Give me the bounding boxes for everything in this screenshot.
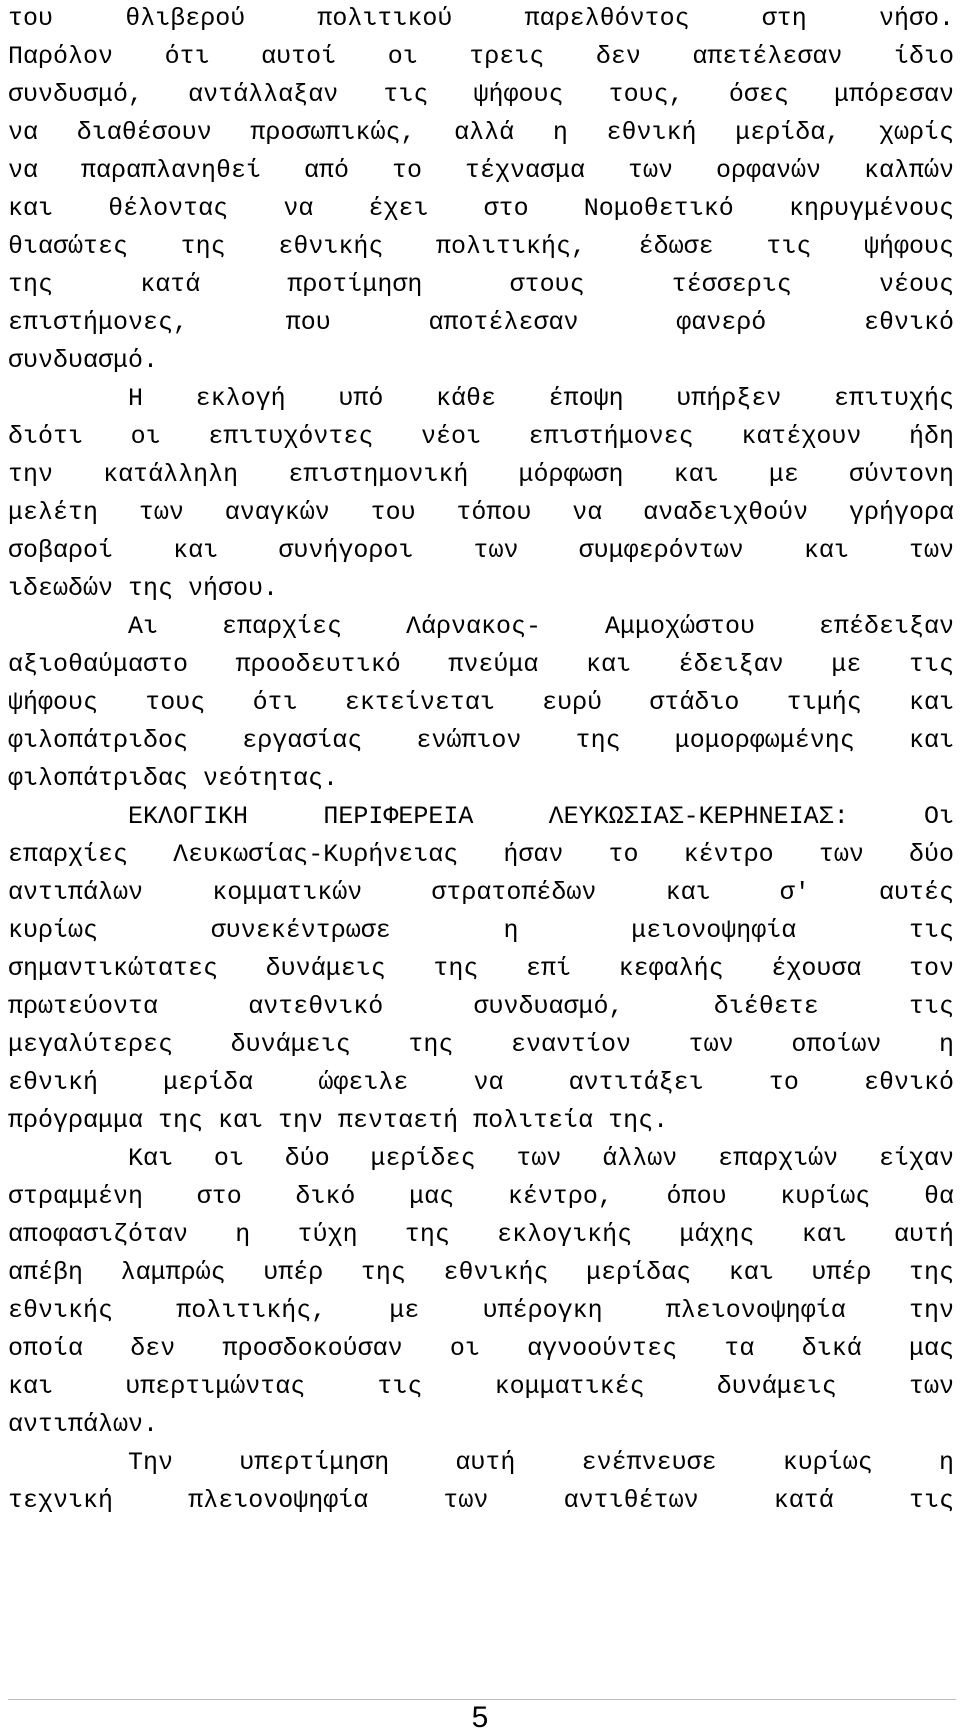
section-heading-line: ΕΚΛΟΓΙΚΗ ΠΕΡΙΦΕΡΕΙΑ ΛΕΥΚΩΣΙΑΣ-ΚΕΡΗΝΕΙΑΣ: Οι (128, 802, 954, 831)
text-line: ιδεωδών της νήσου. (8, 574, 279, 603)
text-line: επαρχίες Λευκωσίας-Κυρήνειας ήσαν το κέντρο των δύο (8, 840, 954, 869)
text-line: να διαθέσουν προσωπικώς, αλλά η εθνική μερίδα, χωρίς (8, 118, 954, 147)
text-line: αντιπάλων κομματικών στρατοπέδων και σ' αυτές (8, 878, 954, 907)
paragraph-first-line: Την υπερτίμηση αυτή ενέπνευσε κυρίως η (128, 1448, 954, 1477)
text-line: αποφασιζόταν η τύχη της εκλογικής μάχης και αυτή (8, 1220, 954, 1249)
text-line: μελέτη των αναγκών του τόπου να αναδειχθούν γρήγορα (8, 498, 954, 527)
text-line: φιλοπάτριδας νεότητας. (8, 764, 339, 793)
text-line: διότι οι επιτυχόντες νέοι επιστήμονες κατέχουν ήδη (8, 422, 954, 451)
text-line: του θλιβερού πολιτικού παρελθόντος στη νήσο. (8, 4, 954, 33)
text-line: πρόγραμμα της και την πενταετή πολιτεία της. (8, 1106, 669, 1135)
text-line: μεγαλύτερες δυνάμεις της εναντίον των οποίων η (8, 1030, 954, 1059)
text-line: απέβη λαμπρώς υπέρ της εθνικής μερίδας και υπέρ της (8, 1258, 954, 1287)
text-line: εθνικής πολιτικής, με υπέρογκη πλειονοψηφία την (8, 1296, 954, 1325)
text-line: στραμμένη στο δικό μας κέντρο, όπου κυρίως θα (8, 1182, 954, 1211)
paragraph-first-line: Η εκλογή υπό κάθε έποψη υπήρξεν επιτυχής (128, 384, 954, 413)
text-line: εθνική μερίδα ώφειλε να αντιτάξει το εθνικό (8, 1068, 954, 1097)
text-line: οποία δεν προσδοκούσαν οι αγνοούντες τα δικά μας (8, 1334, 954, 1363)
text-line: σημαντικώτατες δυνάμεις της επί κεφαλής έχουσα τον (8, 954, 954, 983)
page-number: 5 (471, 1701, 489, 1734)
text-line: συνδυσμό, αντάλλαξαν τις ψήφους τους, όσες μπόρεσαν (8, 80, 954, 109)
text-line: της κατά προτίμηση στους τέσσερις νέους (8, 270, 954, 299)
text-line: κυρίως συνεκέντρωσε η μειονοψηφία τις (8, 916, 954, 945)
text-line: πρωτεύοντα αντεθνικό συνδυασμό, διέθετε τις (8, 992, 954, 1021)
text-line: σοβαροί και συνήγοροι των συμφερόντων και των (8, 536, 954, 565)
paragraph-first-line: Και οι δύο μερίδες των άλλων επαρχιών είχαν (128, 1144, 954, 1173)
text-line: τεχνική πλειονοψηφία των αντιθέτων κατά τις (8, 1486, 954, 1515)
text-line: και υπερτιμώντας τις κομματικές δυνάμεις των (8, 1372, 954, 1401)
paragraph-first-line: Αι επαρχίες Λάρνακος- Αμμοχώστου επέδειξαν (128, 612, 954, 641)
text-line: ψήφους τους ότι εκτείνεται ευρύ στάδιο τιμής και (8, 688, 954, 717)
text-line: και θέλοντας να έχει στο Νομοθετικό κηρυγμένους (8, 194, 954, 223)
text-line: αξιοθαύμαστο προοδευτικό πνεύμα και έδειξαν με τις (8, 650, 954, 679)
text-line: επιστήμονες, που αποτέλεσαν φανερό εθνικό (8, 308, 954, 337)
text-line: Παρόλον ότι αυτοί οι τρεις δεν απετέλεσαν ίδιο (8, 42, 954, 71)
text-line: θιασώτες της εθνικής πολιτικής, έδωσε τις ψήφους (8, 232, 954, 261)
text-line: συνδυασμό. (8, 346, 159, 375)
text-line: την κατάλληλη επιστημονική μόρφωση και με σύντονη (8, 460, 954, 489)
text-line: φιλοπάτριδος εργασίας ενώπιον της μομορφωμένης και (8, 726, 954, 755)
text-line: να παραπλανηθεί από το τέχνασμα των ορφανών καλπών (8, 156, 954, 185)
text-line: αντιπάλων. (8, 1410, 159, 1439)
